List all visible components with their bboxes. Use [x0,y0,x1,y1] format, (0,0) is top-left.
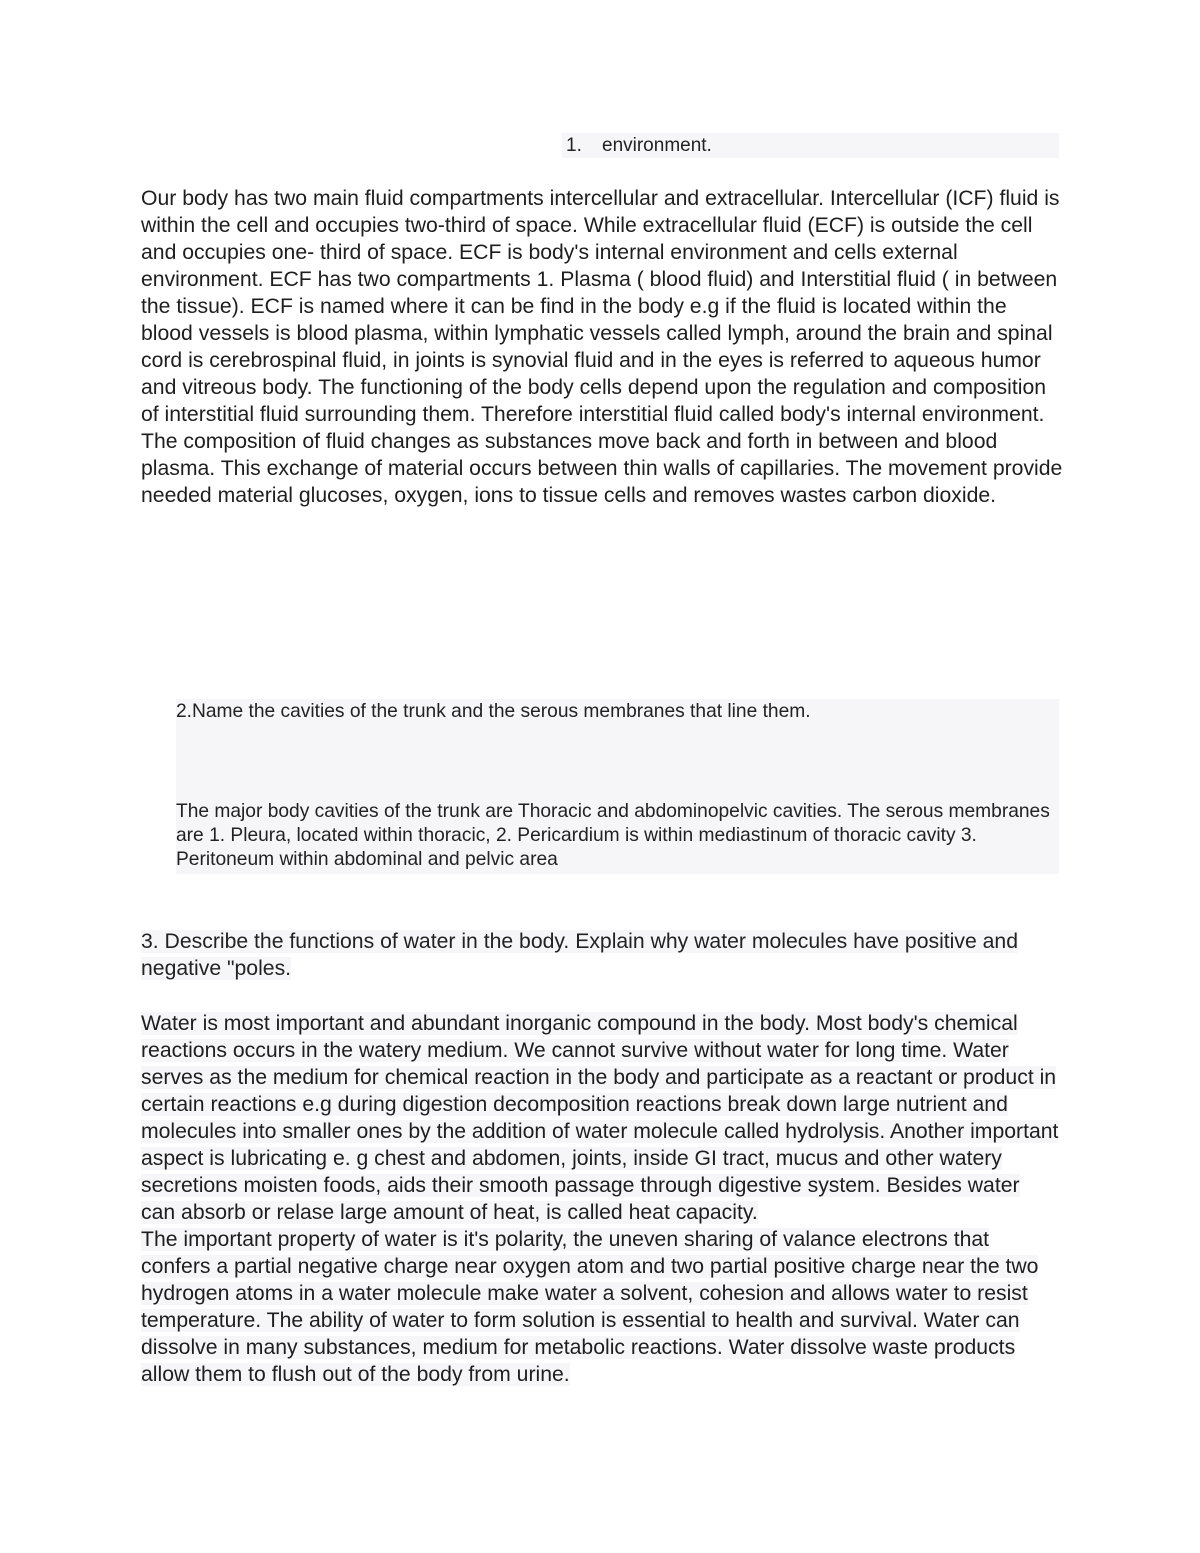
section1-number: 1. [566,135,582,156]
section3-question: 3. Describe the functions of water in the body. Explain why water molecules have positive and negative "poles. [141,930,1019,980]
section1-paragraph: Our body has two main fluid compartments intercellular and extracellular. Intercellular (ICF) fluid is within the cell and occupies two-third of space. While extracellular fluid (ECF) is outside the cell and occupies one- third of space. ECF is body's internal environment and cells external environment. ECF has two compartments 1. Plasma ( blood fluid) and Interstitial fluid ( in between the tissue). ECF is named where it can be find in the body e.g if the fluid is located within the blood vessels is blood plasma, within lymphatic vessels called lymph, around the brain and spinal cord is cerebrospinal fluid, in joints is synovial fluid and in the eyes is referred to aqueous humor and vitreous body. The functioning of the body cells depend upon the regulation and composition of interstitial fluid surrounding them. Therefore interstitial fluid called body's internal environment. The composition of fluid changes as substances move back and forth in between and blood plasma. This exchange of material occurs between thin walls of capillaries. The movement provide needed material glucoses, oxygen, ions to tissue cells and removes wastes carbon dioxide. [141,187,1063,507]
section3-answer-part1: Water is most important and abundant inorganic compound in the body. Most body's chemical reactions occurs in the watery medium. We cannot survive without water for long time. Water serves as the medium for chemical reaction in the body and participate as a reactant or product in certain reactions e.g during digestion decomposition reactions break down large nutrient and molecules into smaller ones by the addition of water molecule called hydrolysis. Another important aspect is lubricating e. g chest and abdomen, joints, inside GI tract, mucus and other watery secretions moisten foods, aids their smooth passage through digestive system. Besides water can absorb or relase large amount of heat, is called heat capacity. [141,1012,1059,1224]
section2-answer: The major body cavities of the trunk are Thoracic and abdominopelvic cavities. The serous membranes are 1. Pleura, located within thoracic, 2. Pericardium is within mediastinum of thoracic cavity 3. Peritoneum within abdominal and pelvic area [176,801,1050,870]
section2-question: 2.Name the cavities of the trunk and the serous membranes that line them. [176,701,811,722]
section2-block [176,699,1059,874]
section3-answer [141,1010,1059,1388]
section3-question-block [141,928,1063,982]
section3-answer-part2: The important property of water is it's polarity, the uneven sharing of valance electrons that confers a partial negative charge near oxygen atom and two partial positive charge near the two hydrogen atoms in a water molecule make water a solvent, cohesion and allows water to resist temperature. The ability of water to form solution is essential to health and survival. Water can dissolve in many substances, medium for metabolic reactions. Water dissolve waste products allow them to flush out of the body from urine. [141,1228,1039,1386]
section1-heading [562,133,1059,158]
section1-heading-text: environment. [602,135,712,156]
